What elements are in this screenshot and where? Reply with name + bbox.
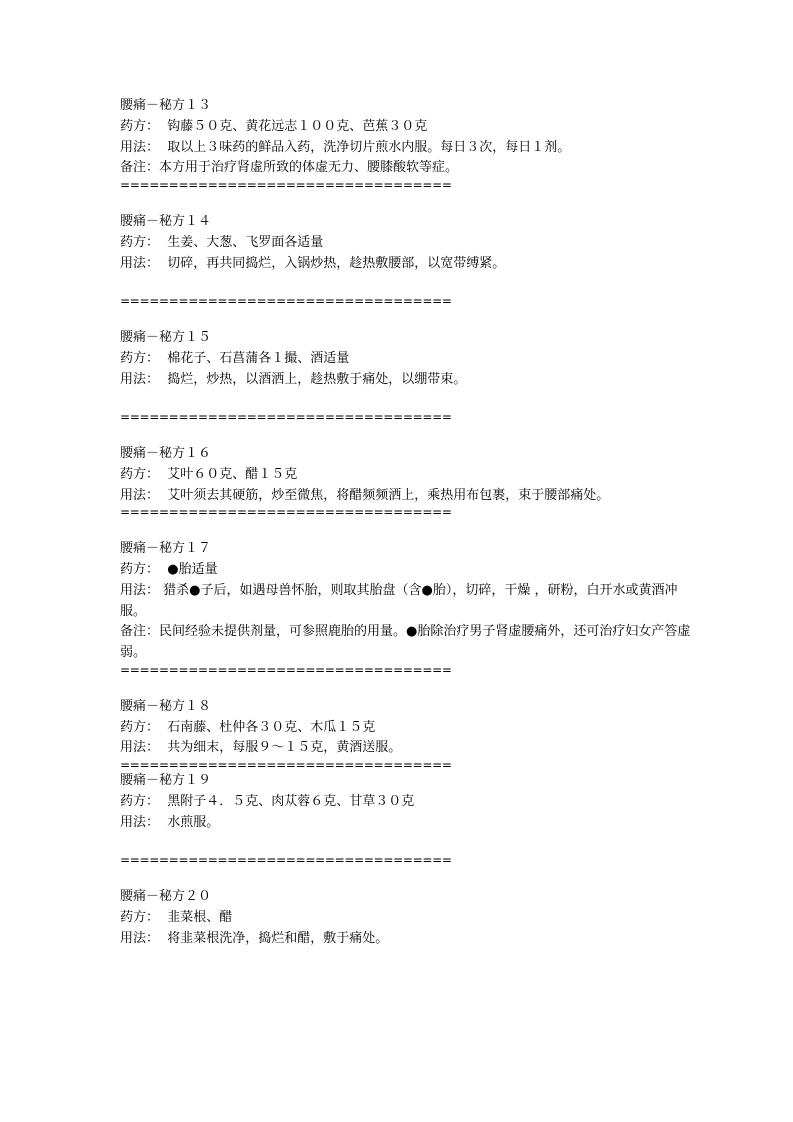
document-page [120,96,700,949]
recipe-title: 腰痛－秘方１３ [120,98,212,113]
recipe-usage: 用法： 取以上３味药的鲜品入药，洗净切片煎水内服。每日３次，每日１剂。 [120,139,571,155]
separator-line: ================================== [120,410,452,425]
separator-line: ================================== [120,662,452,677]
recipe-title: 腰痛－秘方１５ [120,329,212,345]
recipe-usage: 用法： 将韭菜根洗净，捣烂和醋，敷于痛处。 [120,930,389,946]
recipe-title: 腰痛－秘方２０ [120,889,212,905]
recipe-usage: 用法： 水煎服。 [120,814,220,830]
recipe-formula: 药方： 棉花子、石菖蒲各１撮、酒适量 [120,350,350,366]
recipe-note: 备注：民间经验未提供剂量，可参照鹿胎的用量。●胎除治疗男子肾虚腰痛外，还可治疗妇女产答虚弱。 [120,624,691,661]
recipe-formula: 药方： 生姜、大葱、飞罗面各适量 [120,234,324,250]
recipe-title: 腰痛－秘方１９ [120,773,212,789]
recipe-title: 腰痛－秘方１８ [120,698,212,714]
separator-line: ================================== [120,294,452,309]
recipe-formula: 药方： 石南藤、杜仲各３０克、木瓜１５克 [120,719,376,735]
recipe-usage: 用法： 捣烂，炒热，以酒洒上，趁热敷于痛处，以绷带束。 [120,371,467,387]
recipe-usage: 用法： 猎杀●子后，如遇母兽怀胎，则取其胎盘（含●胎），切碎，干燥 ，研粉，白开水或黄酒冲服。 [120,582,678,619]
separator-line: ================================== [120,853,452,868]
recipe-formula: 药方： 钩藤５０克、黄花远志１００克、芭蕉３０克 [120,118,428,134]
recipe-formula: 药方： 黑附子４．５克、肉苁蓉６克、甘草３０克 [120,793,415,809]
recipe-title: 腰痛－秘方１７ [120,541,212,557]
recipe-title: 腰痛－秘方１６ [120,445,212,461]
recipe-formula: 药方： 韭菜根、醋 [120,909,233,925]
recipe-formula: 药方： 艾叶６０克、醋１５克 [120,466,298,482]
separator-line: ================================== [120,505,452,520]
recipe-note: 备注：本方用于治疗肾虚所致的体虚无力、腰膝酸软等症。 [120,160,459,176]
recipe-title: 腰痛－秘方１４ [120,213,212,229]
recipe-formula: 药方： ●胎适量 [120,561,218,577]
separator-line: ================================== [120,758,452,773]
recipe-usage: 用法： 艾叶须去其硬筋，炒至微焦，将醋频频洒上，乘热用布包裹，束于腰部痛处。 [120,487,610,503]
recipe-usage: 用法： 共为细末，每服９～１５克，黄酒送服。 [120,740,402,756]
separator-line: ================================== [120,178,452,193]
recipe-usage: 用法： 切碎，再共同捣烂，入锅炒热，趁热敷腰部，以宽带缚紧。 [120,255,506,271]
